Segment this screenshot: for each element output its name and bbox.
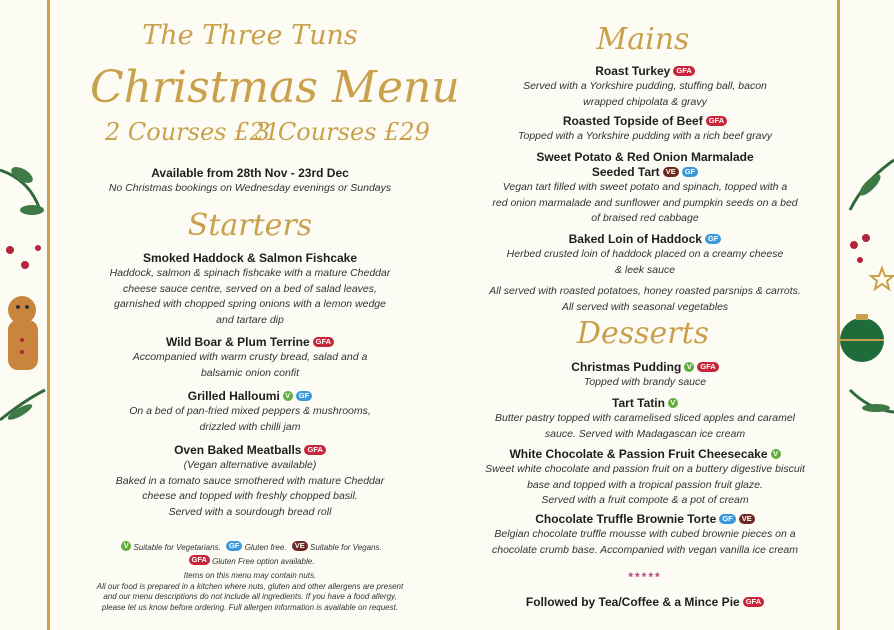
menu-item-description: base and topped with a tropical passion fruit glaze. [527,478,763,491]
menu-item-name [460,64,830,79]
gf-badge-icon: GF [719,514,735,524]
menu-item [80,389,420,435]
legend-gfa: Gluten Free option available. [212,557,315,566]
availability: Available from 28th Nov - 23rd Dec [151,166,349,180]
menu-item-description: Served with a sourdough bread roll [168,505,332,518]
menu-item-name [460,165,830,180]
desserts-heading: Desserts [576,316,710,351]
menu-item-description: Butter pastry topped with caramelised sliced apples and caramel [495,412,795,424]
menu-item-name [460,512,830,527]
menu-item-description: garnished with chopped spring onions with a lemon wedge [113,298,386,310]
venue-name: The Three Tuns [142,20,358,51]
menu-item-name [80,251,420,266]
menu-item-name [80,335,420,350]
menu-item-name [460,396,830,411]
menu-item [460,360,830,391]
v-badge-icon: V [771,449,781,459]
menu-item-description: Sweet white chocolate and passion fruit on a buttery digestive biscuit [485,463,805,475]
menu-item-description: sauce. Served with Madagascan ice cream [544,427,746,440]
menu-item-name-text: Wild Boar & Plum Terrine [165,335,310,349]
menu-item-description: Topped with brandy sauce [583,376,707,388]
menu-item [460,64,830,110]
menu-item-description: cheese sauce centre, served on a bed of salad leaves, [123,282,377,295]
allergen-note: please let us know before ordering. Full allergen information is available on request. [101,602,399,612]
booking-note: No Christmas bookings on Wednesday evenings or Sundays [108,182,392,194]
menu-item [460,512,830,558]
gfa-badge-icon: GFA [697,362,718,372]
mains-heading: Mains [596,22,690,57]
menu-item-name [460,447,830,462]
menu-item-description: Served with a fruit compote & a pot of cream [541,494,749,506]
menu-item-name-text: Roasted Topside of Beef [562,114,703,128]
menu-item-name-text: Christmas Pudding [571,360,682,374]
menu-item-description: (Vegan alternative available) [183,459,317,471]
mains-sides-note [460,284,830,315]
starters-column [80,0,460,630]
v-badge-icon: V [668,398,678,408]
menu-item [460,232,830,278]
menu-item-name-text: Baked Loin of Haddock [568,232,702,246]
gfa-badge-icon: GFA [673,66,694,76]
menu-title: Christmas Menu [90,62,460,113]
menu-item-description: Served with a Yorkshire pudding, stuffing ball, bacon [523,80,767,92]
menu-item-description: of braised red cabbage [591,212,699,224]
mains-desserts-column [460,0,830,630]
legend-v: Suitable for Vegetarians. [133,543,221,552]
menu-item-description: wrapped chipolata & gravy [583,95,707,108]
allergen-note: Items on this menu may contain nuts. [183,571,317,580]
gfa-badge-icon: GFA [189,555,210,565]
holly-gingerbread-decoration-icon [0,150,48,450]
menu-item-name [460,114,830,129]
menu-item-name [460,360,830,375]
menu-item-description: Herbed crusted loin of haddock placed on a creamy cheese [506,248,784,260]
menu-item [80,335,420,381]
menu-item-name [80,443,420,458]
menu-item-name-text: Chocolate Truffle Brownie Torte [535,512,717,526]
menu-item-name-text: Seeded Tart [591,165,660,179]
menu-item-description: & leek sauce [614,263,676,276]
menu-item [460,396,830,442]
menu-item-description: Haddock, salmon & spinach fishcake with a mature Cheddar [109,267,391,279]
gfa-badge-icon: GFA [743,597,764,607]
legend-gf: Gluten free. [244,543,287,552]
menu-item [460,447,830,509]
menu-item-description: balsamic onion confit [200,366,300,379]
v-badge-icon: V [684,362,694,372]
gfa-badge-icon: GFA [313,337,334,347]
menu-item-name-text: Tart Tatin [612,396,665,410]
menu-item-description: Accompanied with warm crusty bread, salad and a [132,351,368,363]
menu-item-name [460,150,830,165]
menu-item [80,251,420,328]
menu-item [460,150,830,227]
menu-item-description: red onion marmalade and sunflower and pumpkin seeds on a bed [492,196,798,209]
gfa-badge-icon: GFA [304,445,325,455]
vegetarian-badge-icon: V [121,541,131,551]
menu-item-name [460,232,830,247]
menu-item [80,443,420,520]
menu-item-description: Vegan tart filled with sweet potato and spinach, topped with a [502,181,788,193]
gfa-badge-icon: GFA [706,116,727,126]
pricing-2-courses: 2 Courses £21 [105,118,280,146]
allergen-note: All our food is prepared in a kitchen where nuts, gluten and other allergens are present [96,581,404,591]
menu-item-name-text: Roast Turkey [595,64,671,78]
gf-badge-icon: GF [682,167,698,177]
menu-item [460,114,830,145]
mains-note-line: All served with roasted potatoes, honey roasted parsnips & carrots. [489,285,801,297]
ve-badge-icon: VE [739,514,755,524]
menu-item-description: Belgian chocolate truffle mousse with cubed brownie pieces on a [494,528,796,540]
divider-stars: ***** [628,570,662,584]
v-badge-icon: V [283,391,293,401]
gf-badge-icon: GF [705,234,721,244]
menu-item-description: chocolate crumb base. Accompanied with vegan vanilla ice cream [491,543,799,556]
menu-item-name-text: Grilled Halloumi [187,389,280,403]
pricing-3-courses: 3 Courses £29 [255,118,430,146]
gluten-free-badge-icon: GF [226,541,242,551]
menu-item-description: and tartare dip [216,313,284,326]
closing-text: Followed by Tea/Coffee & a Mince Pie [525,595,740,609]
menu-item-description: drizzled with chilli jam [199,420,301,433]
menu-item-name-text: Oven Baked Meatballs [174,443,302,457]
mains-note-line: All served with seasonal vegetables [561,300,729,313]
bauble-holly-decoration-icon [840,150,894,440]
ve-badge-icon: VE [663,167,679,177]
closing-line [460,595,830,610]
vegan-badge-icon: VE [292,541,308,551]
dietary-legend [80,541,420,613]
starters-heading: Starters [187,208,313,243]
menu-item-description: Topped with a Yorkshire pudding with a rich beef gravy [518,130,772,142]
menu-item-description: On a bed of pan-fried mixed peppers & mushrooms, [129,405,371,417]
gf-badge-icon: GF [296,391,312,401]
menu-item-description: cheese and topped with freshly chopped basil. [142,490,358,502]
menu-item-name [80,389,420,404]
allergen-note: and our menu descriptions do not include all ingredients. If you have a food allergy, [103,592,397,601]
menu-item-name-text: Smoked Haddock & Salmon Fishcake [142,251,358,265]
menu-item-description: Baked in a tomato sauce smothered with mature Cheddar [115,474,385,487]
legend-ve: Suitable for Vegans. [309,543,382,552]
menu-item-name-text: White Chocolate & Passion Fruit Cheesecake [509,447,768,461]
menu-item-name-text: Sweet Potato & Red Onion Marmalade [536,150,754,164]
